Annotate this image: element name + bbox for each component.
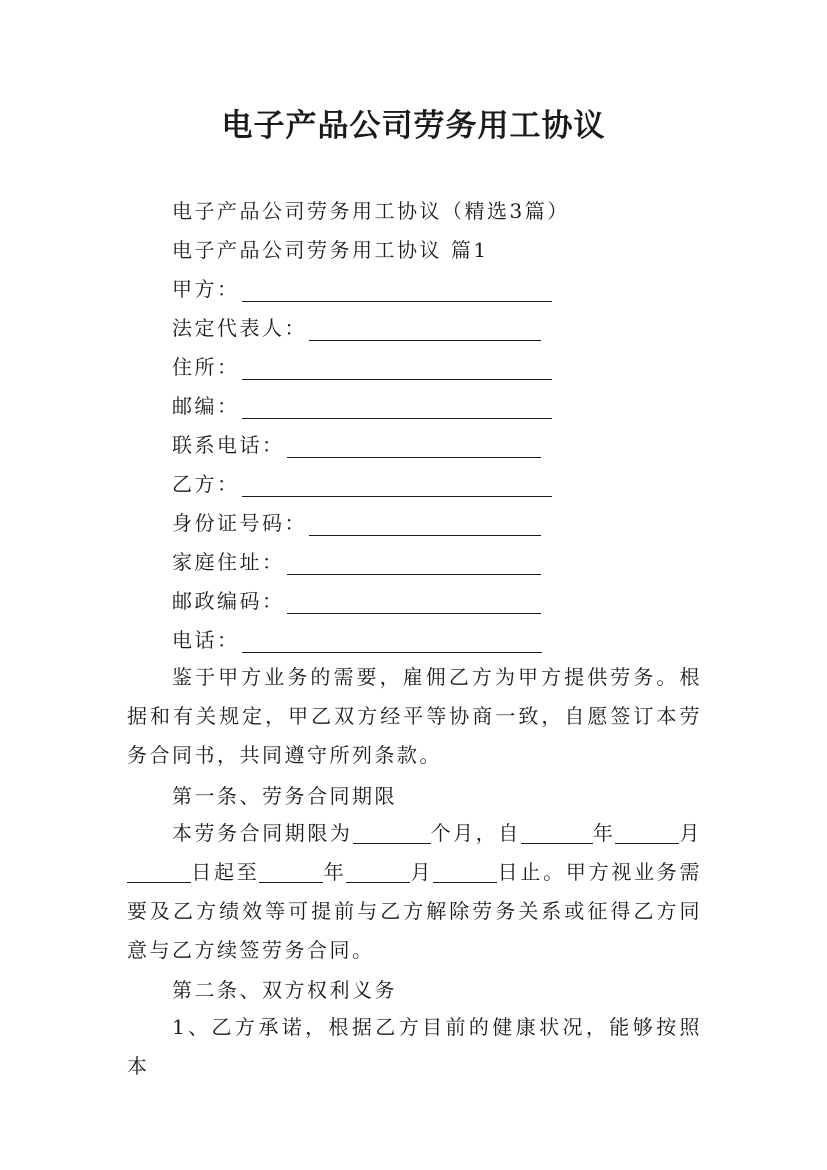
document-title: 电子产品公司劳务用工协议 <box>221 108 606 144</box>
fill-blank <box>346 862 410 883</box>
article1-text: 日起至 <box>191 860 260 884</box>
fill-blank <box>259 862 323 883</box>
article1-text: 年 <box>323 860 347 884</box>
field-label: 邮政编码： <box>172 589 285 613</box>
fill-blank <box>287 593 541 614</box>
field-contact-phone <box>172 432 541 458</box>
fill-blank <box>242 398 552 419</box>
fill-blank <box>242 476 552 497</box>
article1-text: 本劳务合同期限为 <box>172 821 353 845</box>
field-home-address <box>172 549 541 575</box>
field-label: 身份证号码： <box>172 511 307 535</box>
field-party-a <box>172 276 552 302</box>
article1-text: 月 <box>410 860 434 884</box>
fill-blank <box>242 359 552 380</box>
fill-blank <box>242 632 542 653</box>
article1-text: 年 <box>592 821 616 845</box>
field-legal-rep <box>172 315 541 341</box>
fill-blank <box>433 862 497 883</box>
article1-text: 个月，自 <box>430 821 521 845</box>
article2-item1: 1、乙方承诺，根据乙方目前的健康状况，能够按照本 <box>127 1015 702 1078</box>
field-party-b <box>172 471 552 497</box>
field-label: 电话： <box>172 628 240 652</box>
article1-text: 月 <box>679 821 702 845</box>
section-heading: 电子产品公司劳务用工协议 篇1 <box>172 238 489 262</box>
fill-blank <box>353 823 431 844</box>
field-label: 家庭住址： <box>172 550 285 574</box>
article1-text: 日止。甲方视业务需要及乙方绩效等可提前与乙方解除劳务关系或征得乙方同意与乙方续签劳务合同。 <box>127 860 703 962</box>
fill-blank <box>287 554 541 575</box>
article1-heading: 第一条、劳务合同期限 <box>172 784 397 808</box>
fill-blank <box>287 437 541 458</box>
field-label: 邮编： <box>172 394 240 418</box>
field-address <box>172 354 552 380</box>
field-postal-code <box>172 588 541 614</box>
field-label: 住所： <box>172 355 240 379</box>
document-subtitle: 电子产品公司劳务用工协议（精选3篇） <box>172 199 570 223</box>
fill-blank <box>127 862 191 883</box>
field-label: 法定代表人： <box>172 316 307 340</box>
fill-blank <box>615 823 679 844</box>
article2-heading: 第二条、双方权利义务 <box>172 978 397 1002</box>
fill-blank <box>521 823 593 844</box>
field-label: 乙方： <box>172 472 240 496</box>
field-postcode <box>172 393 552 419</box>
intro-paragraph: 鉴于甲方业务的需要，雇佣乙方为甲方提供劳务。根据和有关规定，甲乙双方经平等协商一致，自愿签订本劳务合同书，共同遵守所列条款。 <box>127 665 702 767</box>
field-label: 甲方： <box>172 277 240 301</box>
article1-paragraph <box>127 814 702 970</box>
fill-blank <box>309 515 541 536</box>
field-id-number <box>172 510 541 536</box>
field-phone <box>172 627 542 653</box>
fill-blank <box>309 320 541 341</box>
fill-blank <box>242 281 552 302</box>
field-label: 联系电话： <box>172 433 285 457</box>
